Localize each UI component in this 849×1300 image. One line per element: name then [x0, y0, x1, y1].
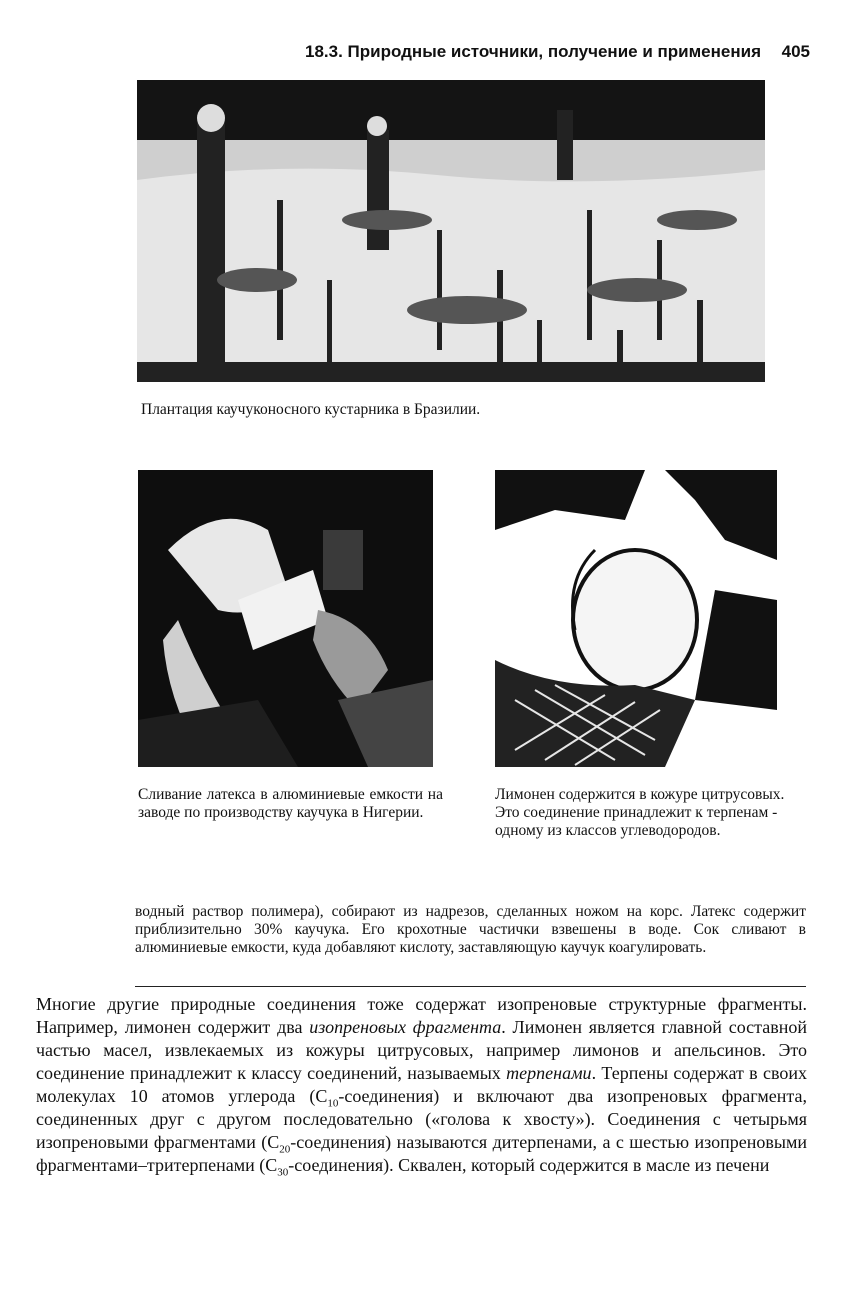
boxed-text: водный раствор полимера), собирают из надрезов, сделанных ножом на корс. Латекс содержит приблизительно 30% каучука. Его крохотные частички взвешены в воде. Сок сливают в алюминиевые емкости, куда добавляют кислоту, заставляющую каучук коагулировать.: [135, 903, 806, 956]
subscript: 20: [279, 1143, 291, 1156]
text-run: Многие другие природные соединения тоже содержат изопреновые структурные фрагменты. Например, лимонен содержит два: [36, 994, 807, 1037]
text-run: . Лимонен является главной составной частью масел, извлекаемых из кожуры цитрусовых, например лимонов и апельсинов. Это соединение принадлежит к классу соединений, называемых: [36, 1017, 807, 1083]
emphasis-term: терпенами: [506, 1063, 592, 1083]
latex-caption: Сливание латекса в алюминиевые емкости на заводе по производству каучука в Нигерии.: [138, 786, 443, 821]
page-number: 405: [781, 42, 810, 61]
subscript: 10: [327, 1097, 339, 1110]
text-run: -соединения) называются дитерпенами, а с шестью изопреновыми фрагментами–тритерпенами (С: [36, 1132, 807, 1175]
text-run: -соединения) и включают два изопреновых фрагмента, соединенных друг с другом последовательно («голова к хвосту»). Соединения с четырьмя изопреновыми фрагментами (С: [36, 1086, 807, 1152]
latex-photo: [138, 470, 433, 767]
main-paragraph: [36, 993, 807, 1177]
limonene-photo: [495, 470, 777, 767]
limonene-caption: Лимонен содержится в кожуре цитрусовых. Это соединение принадлежит к терпенам - одному из классов углеводородов.: [495, 786, 785, 839]
subscript: 30: [277, 1166, 289, 1179]
text-run: . Терпены содержат в своих молекулах 10 атомов углерода (С: [36, 1063, 808, 1106]
plantation-photo: [137, 80, 765, 382]
plantation-caption: Плантация каучуконосного кустарника в Бразилии.: [141, 401, 481, 418]
box-divider: [135, 986, 806, 987]
text-run: -соединения). Сквален, который содержится в масле из печени: [288, 1155, 770, 1175]
emphasis-term: изопреновых фрагмента: [309, 1017, 502, 1037]
section-title: 18.3. Природные источники, получение и применения: [305, 42, 761, 61]
running-header: [305, 42, 810, 66]
